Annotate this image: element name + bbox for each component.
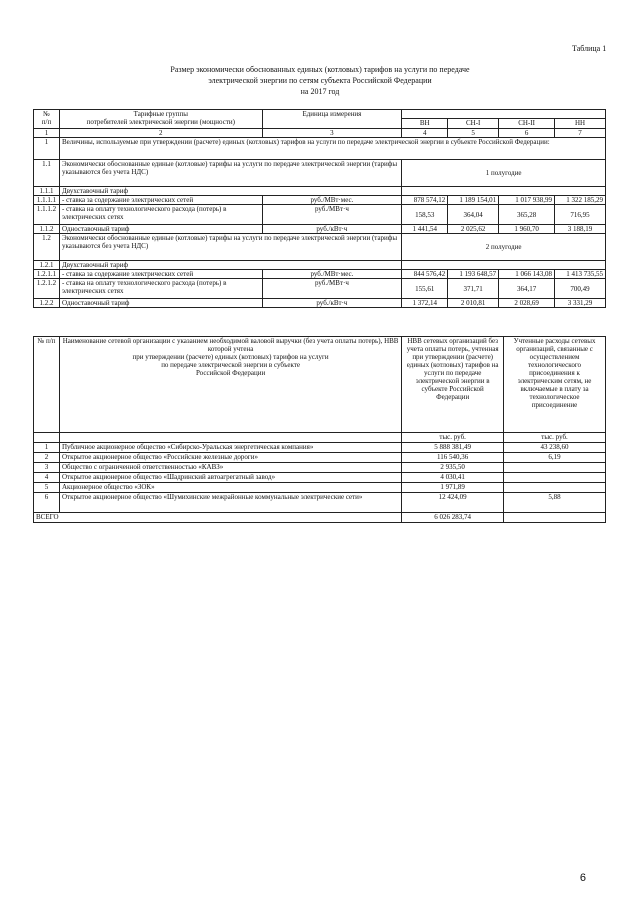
- orgs-header-costs: Учтенные расходы сетевых организаций, связанные с осуществлением технологического присоединения к электрическим сетям, не включаемые в плату за технологическое присоединение: [504, 337, 606, 433]
- value-nn: 1 413 735,55: [555, 270, 606, 279]
- org-num: 2: [34, 453, 60, 463]
- org-name: Акционерное общество «ЗОК»: [59, 483, 401, 493]
- row-text: - ставка на оплату технологического расхода (потерь) в электрических сетях: [59, 205, 262, 225]
- period-label: 1 полугодие: [402, 160, 606, 187]
- row-num: 1.1.1: [34, 187, 60, 196]
- org-num: 1: [34, 443, 60, 453]
- value-sn1: 2 025,62: [448, 225, 499, 234]
- value-sn2: 364,17: [499, 279, 555, 299]
- col-number: 5: [448, 129, 499, 138]
- row-text: Двухставочный тариф: [59, 261, 401, 270]
- value-sn2: 1 017 938,99: [499, 196, 555, 205]
- row-text: - ставка за содержание электрических сетей: [59, 196, 262, 205]
- empty-cell: [59, 433, 401, 443]
- table-row: [34, 463, 606, 473]
- tariff-table: [33, 109, 606, 308]
- table-row: [34, 160, 606, 187]
- row-text: Экономически обоснованные единые (котловые) тарифы на услуги по передаче электрической энергии (тарифы указываются без учета НДС): [59, 160, 401, 187]
- row-text: Одноставочный тариф: [59, 299, 262, 308]
- value-vn: 158,53: [402, 205, 448, 225]
- table-row: [34, 196, 606, 205]
- value-vn: 1 372,14: [402, 299, 448, 308]
- org-costs: [504, 463, 606, 473]
- col-number: 6: [499, 129, 555, 138]
- row-num: 1.1: [34, 160, 60, 187]
- header-level-sn2: СН-II: [499, 119, 555, 129]
- row-unit: руб./кВт·ч: [262, 225, 402, 234]
- page-number: 6: [579, 872, 586, 884]
- orgs-header-nvv: НВВ сетевых организаций без учета оплаты потерь, учтенная при утверждении (расчете) единых (котловых) тарифов на услуги по передаче электрической энергии в субъекте Российской Федерации: [402, 337, 504, 433]
- value-sn1: 1 193 648,57: [448, 270, 499, 279]
- row-unit: руб./МВт·ч: [262, 279, 402, 299]
- value-sn1: 364,04: [448, 205, 499, 225]
- unit-costs: тыс. руб.: [504, 433, 606, 443]
- empty-cell: [402, 187, 606, 196]
- row-num: 1.2.1: [34, 261, 60, 270]
- value-sn1: 2 010,81: [448, 299, 499, 308]
- org-name: Открытое акционерное общество «Шумихинские межрайонные коммунальные электрические сети»: [59, 493, 401, 513]
- empty-cell: [34, 433, 60, 443]
- header-level-vn: ВН: [402, 119, 448, 129]
- org-num: 5: [34, 483, 60, 493]
- orgs-header-name: Наименование сетевой организации с указанием необходимой валовой выручки (без учета оплаты потерь), НВВ которой учтена при утверждении (расчете) единых (котловых) тарифов на услуги по передаче электрической энергии в субъекте Российской Федерации: [59, 337, 401, 433]
- table-row: [34, 513, 606, 523]
- table-row: [34, 299, 606, 308]
- table-row: [34, 205, 606, 225]
- value-sn2: 1 960,70: [499, 225, 555, 234]
- header-levels-group: [402, 110, 606, 119]
- doc-title-line-3: на 2017 год: [300, 87, 340, 96]
- org-name: Открытое акционерное общество «Шадринский автоагрегатный завод»: [59, 473, 401, 483]
- table-row: [34, 261, 606, 270]
- value-nn: 3 188,19: [555, 225, 606, 234]
- value-nn: 1 322 185,29: [555, 196, 606, 205]
- col-number: 2: [59, 129, 262, 138]
- table-row: [34, 443, 606, 453]
- org-costs: 6,19: [504, 453, 606, 463]
- empty-cell: [402, 261, 606, 270]
- header-groups: Тарифные группы потребителей электрической энергии (мощности): [59, 110, 262, 129]
- total-nvv: 6 026 283,74: [402, 513, 504, 523]
- unit-nvv: тыс. руб.: [402, 433, 504, 443]
- col-number: 7: [555, 129, 606, 138]
- doc-title-line-1: Размер экономически обоснованных единых (котловых) тарифов на услуги по передаче: [170, 65, 470, 74]
- value-nn: 3 331,29: [555, 299, 606, 308]
- header-unit: Единица измерения: [262, 110, 402, 129]
- row-num: 1.2.1.2: [34, 279, 60, 299]
- row-text: - ставка на оплату технологического расхода (потерь) в электрических сетях: [59, 279, 262, 299]
- value-vn: 1 441,54: [402, 225, 448, 234]
- org-name: Общество с ограниченной ответственностью «КАВЗ»: [59, 463, 401, 473]
- org-nvv: 1 971,89: [402, 483, 504, 493]
- org-nvv: 4 030,41: [402, 473, 504, 483]
- org-num: 6: [34, 493, 60, 513]
- doc-title-line-2: электрической энергии по сетям субъекта Российской Федерации: [208, 76, 432, 85]
- org-num: 4: [34, 473, 60, 483]
- col-number: 4: [402, 129, 448, 138]
- org-num: 3: [34, 463, 60, 473]
- table-row: [34, 473, 606, 483]
- org-nvv: 116 540,36: [402, 453, 504, 463]
- value-nn: 716,95: [555, 205, 606, 225]
- row-text: - ставка за содержание электрических сетей: [59, 270, 262, 279]
- row-text: Двухставочный тариф: [59, 187, 401, 196]
- table-row: [34, 279, 606, 299]
- value-sn1: 1 189 154,01: [448, 196, 499, 205]
- org-nvv: 2 935,50: [402, 463, 504, 473]
- row-text: Экономически обоснованные единые (котловые) тарифы на услуги по передаче электрической энергии (тарифы указываются без учета НДС): [59, 234, 401, 261]
- row-num: 1.1.2: [34, 225, 60, 234]
- value-sn1: 371,71: [448, 279, 499, 299]
- org-costs: [504, 483, 606, 493]
- value-vn: 155,61: [402, 279, 448, 299]
- row-num: 1.1.1.1: [34, 196, 60, 205]
- network-orgs-table: [33, 336, 606, 523]
- header-level-nn: НН: [555, 119, 606, 129]
- row-num: 1.2.2: [34, 299, 60, 308]
- table-row: [34, 483, 606, 493]
- org-name: Публичное акционерное общество «Сибирско-Уральская энергетическая компания»: [59, 443, 401, 453]
- period-label: 2 полугодие: [402, 234, 606, 261]
- row-unit: руб./МВт·ч: [262, 205, 402, 225]
- value-sn2: 1 066 143,08: [499, 270, 555, 279]
- orgs-header-num: № п/п: [34, 337, 60, 433]
- value-nn: 700,49: [555, 279, 606, 299]
- row-num: 1.1.1.2: [34, 205, 60, 225]
- value-vn: 878 574,12: [402, 196, 448, 205]
- org-costs: 43 238,60: [504, 443, 606, 453]
- table-label: Таблица 1: [572, 44, 607, 53]
- table-row: [34, 453, 606, 463]
- row-text: Одноставочный тариф: [59, 225, 262, 234]
- row-unit: руб./МВт·мес.: [262, 196, 402, 205]
- table-row: [34, 234, 606, 261]
- table-row: [34, 138, 606, 160]
- col-number: 1: [34, 129, 60, 138]
- table-row: [34, 187, 606, 196]
- row-num: 1.2.1.1: [34, 270, 60, 279]
- row-text: Величины, используемые при утверждении (расчете) единых (котловых) тарифов на услуги по передаче электрической энергии в субъекте Российской Федерации:: [59, 138, 605, 160]
- org-name: Открытое акционерное общество «Российские железные дороги»: [59, 453, 401, 463]
- header-num: № п/п: [34, 110, 60, 129]
- org-nvv: 5 888 381,49: [402, 443, 504, 453]
- empty-cell: [504, 513, 606, 523]
- org-costs: 5,88: [504, 493, 606, 513]
- row-num: 1.2: [34, 234, 60, 261]
- row-unit: руб./МВт·мес.: [262, 270, 402, 279]
- table-row: [34, 493, 606, 513]
- table-row: [34, 270, 606, 279]
- header-level-sn1: СН-I: [448, 119, 499, 129]
- value-sn2: 365,28: [499, 205, 555, 225]
- org-costs: [504, 473, 606, 483]
- total-label: ВСЕГО: [34, 513, 402, 523]
- value-sn2: 2 028,69: [499, 299, 555, 308]
- org-nvv: 12 424,09: [402, 493, 504, 513]
- value-vn: 844 576,42: [402, 270, 448, 279]
- col-number: 3: [262, 129, 402, 138]
- row-unit: руб./кВт·ч: [262, 299, 402, 308]
- table-row: [34, 225, 606, 234]
- row-num: 1: [34, 138, 60, 160]
